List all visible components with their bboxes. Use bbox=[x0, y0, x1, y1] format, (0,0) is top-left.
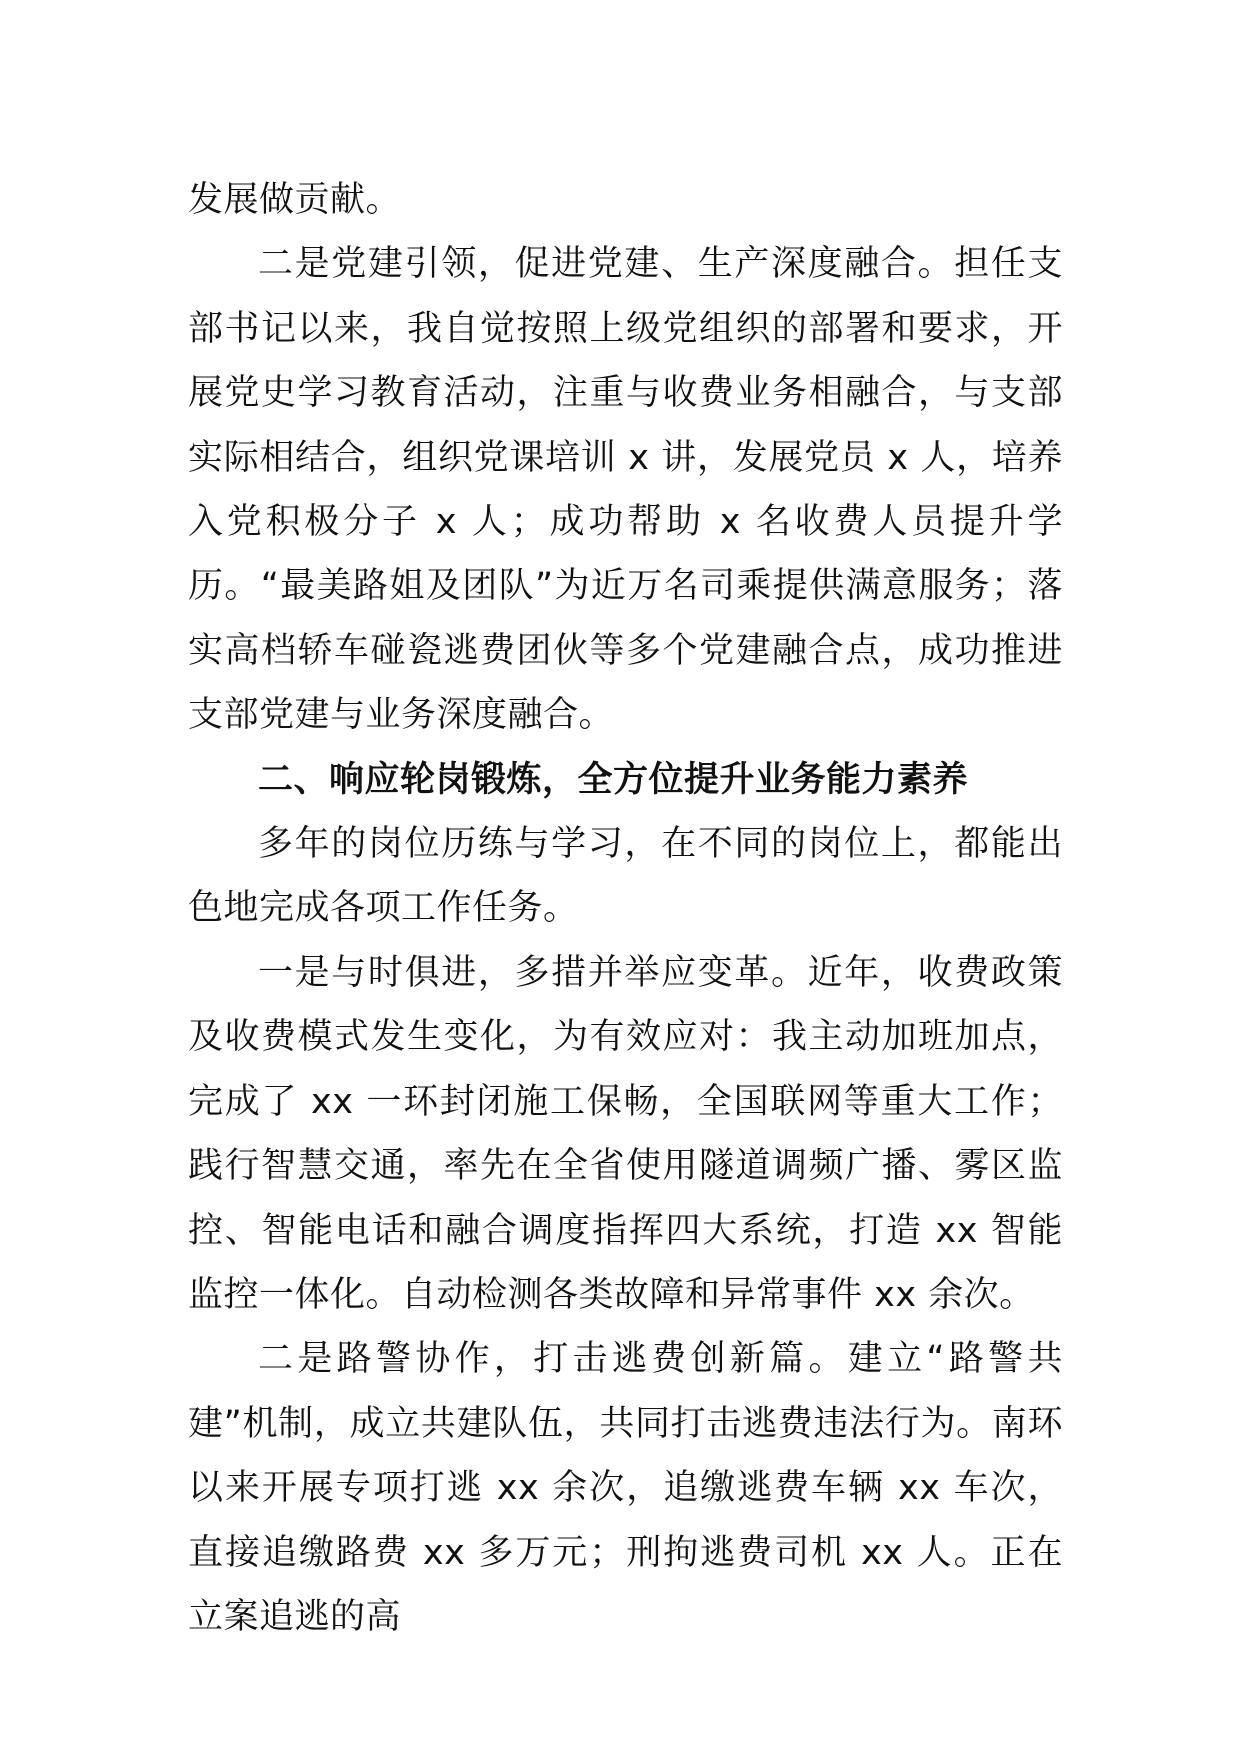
document-body bbox=[188, 168, 1063, 1649]
paragraph-police-cooperation: 二是路警协作，打击逃费创新篇。建立“路警共建”机制，成立共建队伍，共同打击逃费违法行为。南环以来开展专项打逃 xx 余次，追缴逃费车辆 xx 车次，直接追缴路费 xx 多万元；刑拘逃费司机 xx 人。正在立案追逃的高 bbox=[188, 1339, 1063, 1637]
paragraph-party-building: 二是党建引领，促进党建、生产深度融合。担任支部书记以来，我自觉按照上级党组织的部署和要求，开展党史学习教育活动，注重与收费业务相融合，与支部实际相结合，组织党课培训 x 讲，发展党员 x 人，培养入党积极分子 x 人；成功帮助 x 名收费人员提升学历。“最美路姐及团队”为近万名司乘提供满意服务；落实高档轿车碰瓷逃费团伙等多个党建融合点，成功推进支部党建与业务深度融合。 bbox=[188, 244, 1063, 736]
paragraph-continuation: 发展做贡献。 bbox=[188, 180, 402, 220]
section-heading-rotation: 二、响应轮岗锻炼，全方位提升业务能力素养 bbox=[258, 759, 969, 800]
paragraph-reform: 一是与时俱进，多措并举应变革。近年，收费政策及收费模式发生变化，为有效应对：我主动加班加点，完成了 xx 一环封闭施工保畅，全国联网等重大工作；践行智慧交通，率先在全省使用隧道调频广播、雾区监控、智能电话和融合调度指挥四大系统，打造 xx 智能监控一体化。自动检测各类故障和异常事件 xx 余次。 bbox=[188, 952, 1063, 1315]
paragraph-experience: 多年的岗位历练与学习，在不同的岗位上，都能出色地完成各项工作任务。 bbox=[188, 824, 1063, 929]
